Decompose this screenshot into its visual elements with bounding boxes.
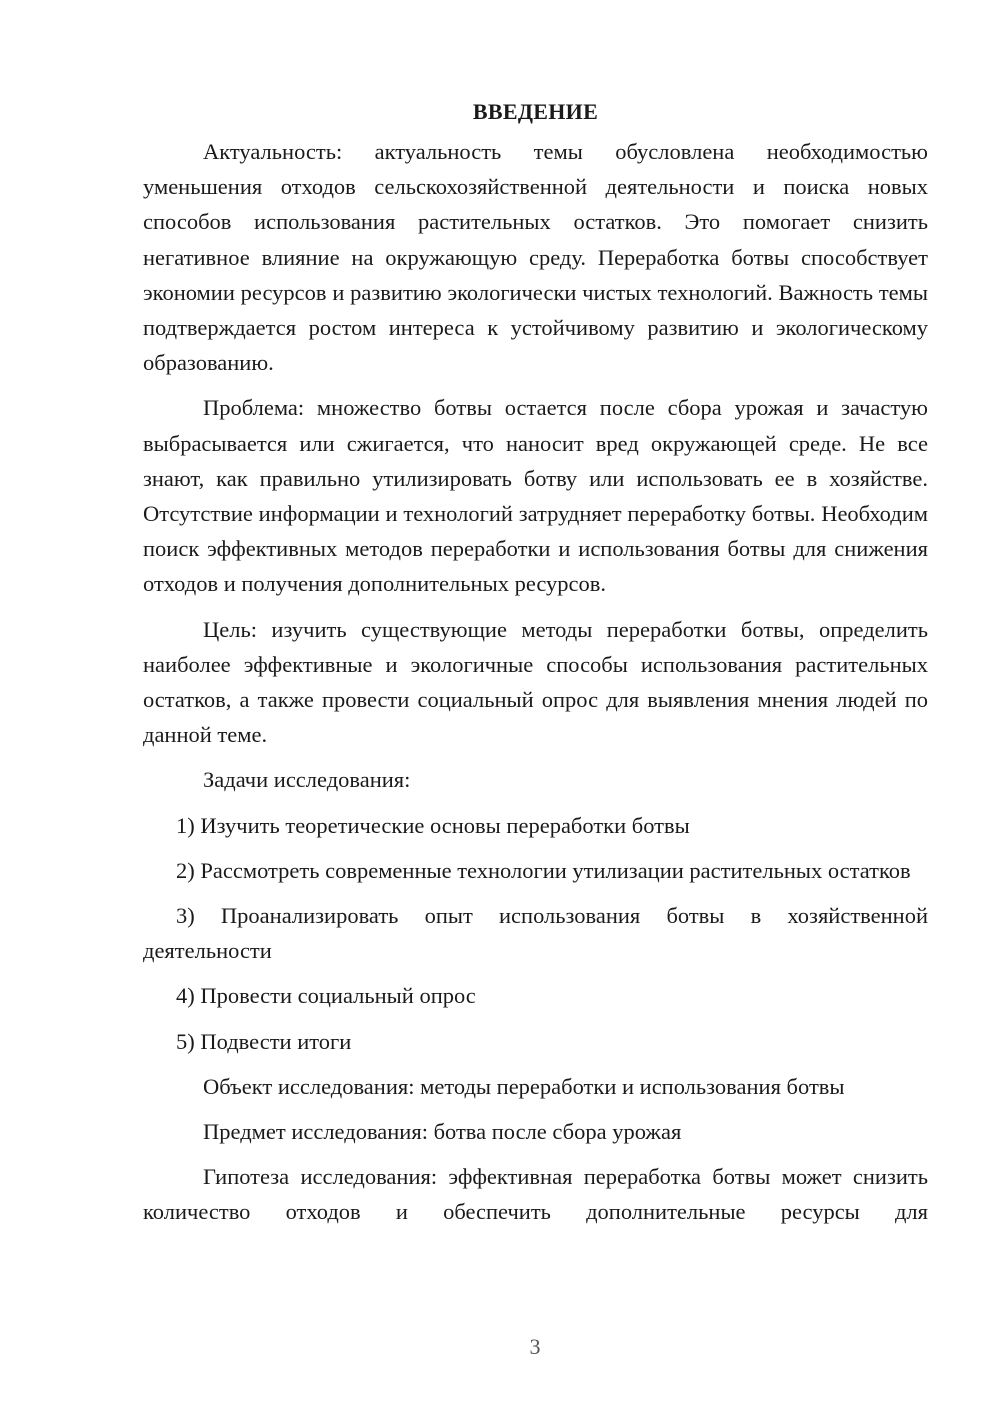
research-hypothesis: Гипотеза исследования: эффективная переработка ботвы может снизить количество отходов и обеспечить дополнительные ресурсы для	[143, 1164, 928, 1225]
task-item-3: 3) Проанализировать опыт использования ботвы в хозяйственной деятельности	[143, 903, 928, 964]
research-subject: Предмет исследования: ботва после сбора урожая	[203, 1119, 682, 1145]
task-item-5: 5) Подвести итоги	[176, 1028, 352, 1054]
page-number: 3	[529, 1334, 541, 1359]
task-item-2: 2) Рассмотреть современные технологии утилизации растительных остатков	[176, 857, 911, 883]
task-item-1: 1) Изучить теоретические основы переработки ботвы	[176, 812, 690, 838]
tasks-heading: Задачи исследования:	[203, 767, 411, 793]
page-body	[143, 96, 928, 1230]
relevance-paragraph: Актуальность: актуальность темы обусловлена необходимостью уменьшения отходов сельскохозяйственной деятельности и поиска новых способов использования растительных остатков. Это помогает снизить негативное влияние на окружающую среду. Переработка ботвы способствует экономии ресурсов и развитию экологически чистых технологий. Важность темы подтверждается ростом интереса к устойчивому развитию и экологическому образованию.	[143, 139, 928, 376]
section-title: ВВЕДЕНИЕ	[472, 99, 599, 124]
goal-paragraph: Цель: изучить существующие методы переработки ботвы, определить наиболее эффективные и экологичные способы использования растительных остатков, а также провести социальный опрос для выявления мнения людей по данной теме.	[143, 616, 928, 748]
problem-paragraph: Проблема: множество ботвы остается после сбора урожая и зачастую выбрасывается или сжигается, что наносит вред окружающей среде. Не все знают, как правильно утилизировать ботву или использовать ее в хозяйстве. Отсутствие информации и технологий затрудняет переработку ботвы. Необходим поиск эффективных методов переработки и использования ботвы для снижения отходов и получения дополнительных ресурсов.	[143, 395, 928, 597]
research-object: Объект исследования: методы переработки и использования ботвы	[203, 1073, 845, 1099]
task-item-4: 4) Провести социальный опрос	[176, 983, 476, 1009]
